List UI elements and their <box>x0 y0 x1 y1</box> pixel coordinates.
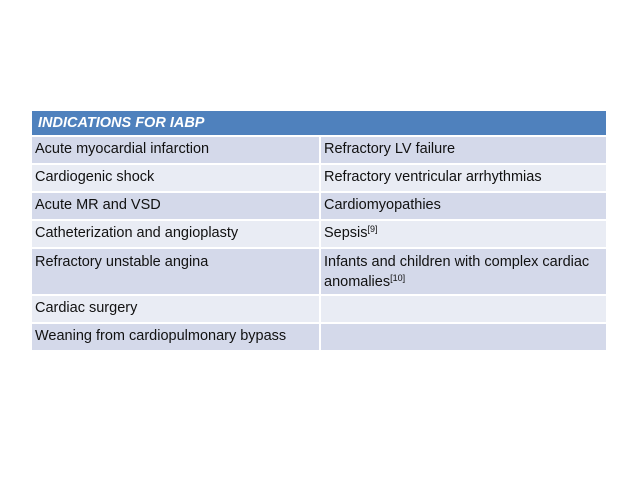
cell-text: Refractory LV failure <box>324 141 456 157</box>
indications-table <box>32 111 606 352</box>
table-row <box>32 296 606 324</box>
table-cell-right-empty <box>319 296 606 324</box>
table-cell-left: Cardiac surgery <box>32 296 319 324</box>
table-cell-left: Weaning from cardiopulmonary bypass <box>32 324 319 352</box>
table-cell-left: Catheterization and angioplasty <box>32 221 319 249</box>
citation-superscript: [9] <box>367 224 378 234</box>
table-row <box>32 221 606 249</box>
table-cell-right <box>319 193 606 221</box>
table-row <box>32 193 606 221</box>
table-cell-left: Refractory unstable angina <box>32 249 319 296</box>
table-row <box>32 324 606 352</box>
table-header-row <box>32 111 606 137</box>
table-cell-left: Acute myocardial infarction <box>32 137 319 165</box>
cell-text: Refractory ventricular arrhythmias <box>324 169 542 185</box>
table-cell-left: Acute MR and VSD <box>32 193 319 221</box>
cell-text: Cardiomyopathies <box>324 197 441 213</box>
table-cell-right-empty <box>319 324 606 352</box>
indications-table-container <box>32 111 606 352</box>
table-cell-left: Cardiogenic shock <box>32 165 319 193</box>
table-cell-right <box>319 221 606 249</box>
citation-superscript: [10] <box>390 273 406 283</box>
table-row <box>32 137 606 165</box>
table-header-title: INDICATIONS FOR IABP <box>32 111 606 137</box>
cell-text: Sepsis <box>324 225 368 241</box>
table-row <box>32 165 606 193</box>
table-cell-right <box>319 249 606 296</box>
table-cell-right <box>319 165 606 193</box>
table-cell-right <box>319 137 606 165</box>
table-row <box>32 249 606 296</box>
cell-text: Infants and children with complex cardiac anomalies <box>324 254 590 290</box>
